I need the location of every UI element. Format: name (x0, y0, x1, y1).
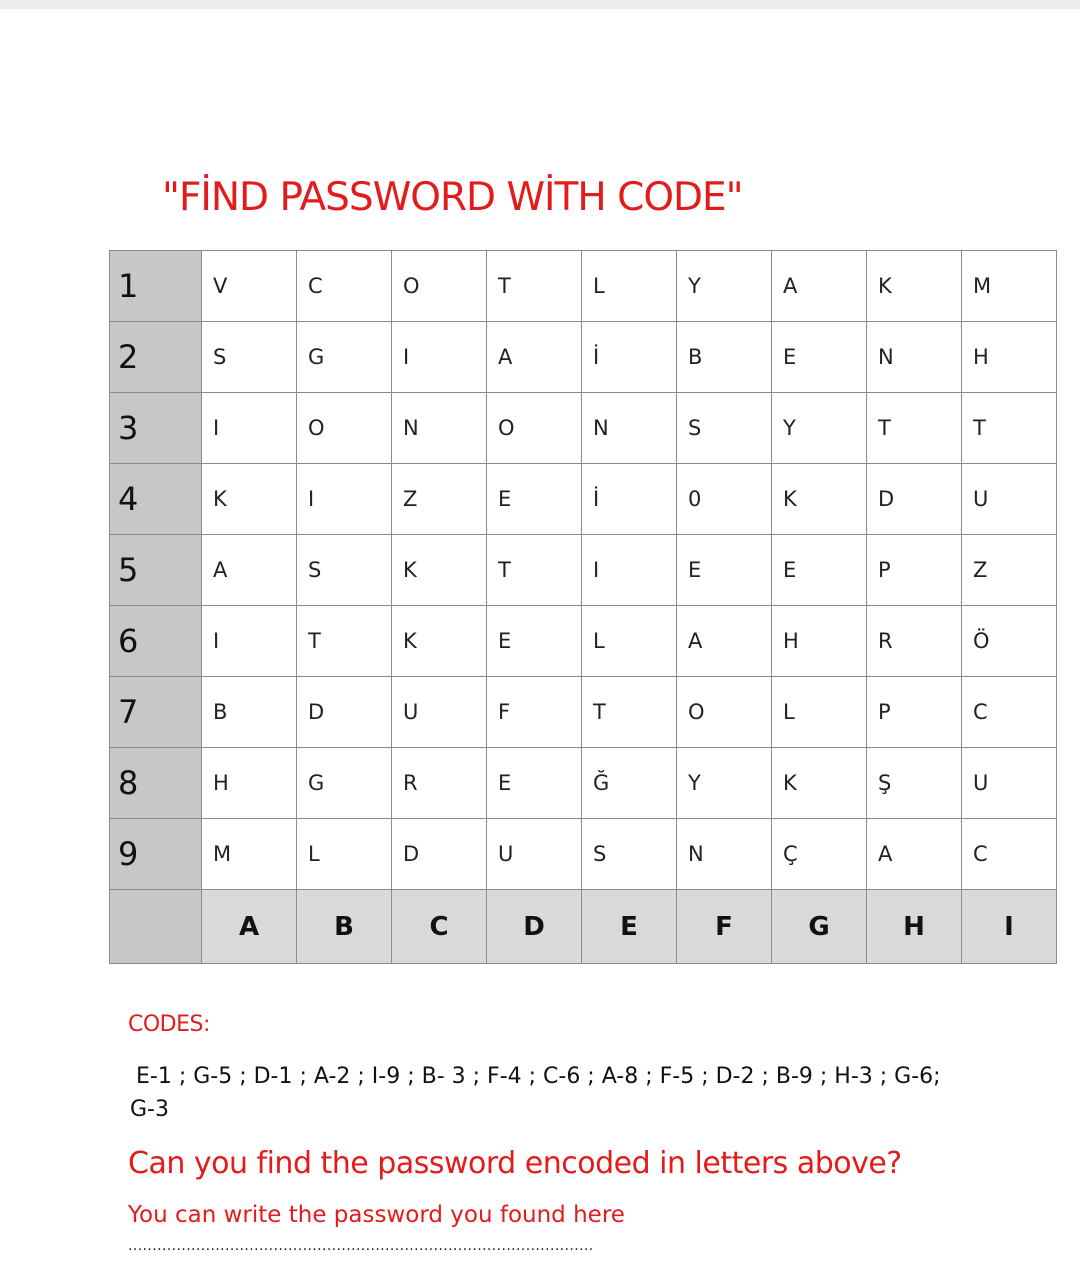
grid-cell: A (867, 819, 962, 890)
grid-cell: V (202, 251, 297, 322)
grid-cell: L (297, 819, 392, 890)
grid-cell: I (202, 393, 297, 464)
grid-cell: Z (392, 464, 487, 535)
grid-cell: E (487, 464, 582, 535)
row-label: 9 (110, 819, 202, 890)
grid-cell: S (297, 535, 392, 606)
grid-row (110, 251, 1057, 322)
grid-cell: K (772, 748, 867, 819)
column-label: B (297, 890, 392, 964)
grid-cell: İ (582, 322, 677, 393)
page-title: "FİND PASSWORD WİTH CODE" (162, 175, 743, 220)
grid-cell: R (392, 748, 487, 819)
grid-cell: A (772, 251, 867, 322)
answer-line[interactable]: ................................................................................................ (128, 1238, 594, 1254)
column-label: G (772, 890, 867, 964)
grid-cell: T (297, 606, 392, 677)
column-label: A (202, 890, 297, 964)
grid-cell: K (772, 464, 867, 535)
grid-row (110, 393, 1057, 464)
grid-cell: T (867, 393, 962, 464)
grid-cell: R (867, 606, 962, 677)
grid-cell: U (962, 748, 1057, 819)
grid-cell: I (392, 322, 487, 393)
grid-cell: S (582, 819, 677, 890)
grid-cell: F (487, 677, 582, 748)
grid-cell: H (202, 748, 297, 819)
grid-cell: K (392, 606, 487, 677)
row-label: 4 (110, 464, 202, 535)
grid-cell: B (677, 322, 772, 393)
question-text: Can you find the password encoded in letters above? (128, 1146, 902, 1181)
grid-cell: E (772, 322, 867, 393)
row-label: 8 (110, 748, 202, 819)
grid-cell: C (297, 251, 392, 322)
grid-cell: N (582, 393, 677, 464)
grid-cell: U (962, 464, 1057, 535)
grid-row (110, 748, 1057, 819)
grid-cell: Y (772, 393, 867, 464)
column-label: F (677, 890, 772, 964)
codes-label: CODES: (128, 1012, 210, 1037)
grid-cell: T (487, 535, 582, 606)
grid-cell: M (962, 251, 1057, 322)
grid-cell: E (677, 535, 772, 606)
grid-cell: Ö (962, 606, 1057, 677)
row-label: 2 (110, 322, 202, 393)
column-header-row (110, 890, 1057, 964)
grid-row (110, 535, 1057, 606)
grid-cell: O (392, 251, 487, 322)
column-label: C (392, 890, 487, 964)
grid-cell: T (962, 393, 1057, 464)
grid-cell: A (202, 535, 297, 606)
codes-text: E-1 ; G-5 ; D-1 ; A-2 ; I-9 ; B- 3 ; F-4 ; C-6 ; A-8 ; F-5 ; D-2 ; B-9 ; H-3 ; G-6; G-3 (130, 1064, 941, 1122)
grid-cell: A (487, 322, 582, 393)
hint-text: You can write the password you found here (128, 1202, 625, 1228)
grid-row (110, 322, 1057, 393)
grid-cell: Ş (867, 748, 962, 819)
grid-cell: T (487, 251, 582, 322)
grid-cell: S (677, 393, 772, 464)
grid-cell: N (677, 819, 772, 890)
row-label: 7 (110, 677, 202, 748)
column-label: H (867, 890, 962, 964)
grid-cell: I (202, 606, 297, 677)
row-label: 1 (110, 251, 202, 322)
grid-cell: K (202, 464, 297, 535)
grid-cell: Z (962, 535, 1057, 606)
grid-cell: D (867, 464, 962, 535)
grid-cell: E (487, 606, 582, 677)
grid-cell: N (392, 393, 487, 464)
grid-cell: N (867, 322, 962, 393)
grid-cell: Ğ (582, 748, 677, 819)
grid-cell: İ (582, 464, 677, 535)
grid-cell: H (962, 322, 1057, 393)
grid-cell: 0 (677, 464, 772, 535)
grid-row (110, 606, 1057, 677)
grid-cell: L (582, 251, 677, 322)
grid-cell: Ç (772, 819, 867, 890)
grid-cell: O (297, 393, 392, 464)
corner-cell (110, 890, 202, 964)
grid-cell: Y (677, 251, 772, 322)
grid-cell: G (297, 748, 392, 819)
grid-cell: E (487, 748, 582, 819)
grid-cell: P (867, 535, 962, 606)
grid-cell: C (962, 677, 1057, 748)
grid-cell: A (677, 606, 772, 677)
row-label: 5 (110, 535, 202, 606)
grid-cell: L (582, 606, 677, 677)
grid-cell: C (962, 819, 1057, 890)
grid-row (110, 677, 1057, 748)
grid-cell: O (677, 677, 772, 748)
grid-cell: S (202, 322, 297, 393)
grid-cell: T (582, 677, 677, 748)
grid-cell: B (202, 677, 297, 748)
grid-cell: M (202, 819, 297, 890)
grid-cell: P (867, 677, 962, 748)
column-label: D (487, 890, 582, 964)
grid-row (110, 819, 1057, 890)
grid-cell: E (772, 535, 867, 606)
grid-cell: G (297, 322, 392, 393)
grid-cell: D (297, 677, 392, 748)
row-label: 3 (110, 393, 202, 464)
row-label: 6 (110, 606, 202, 677)
grid-cell: U (487, 819, 582, 890)
grid-cell: I (297, 464, 392, 535)
grid-cell: D (392, 819, 487, 890)
grid-cell: I (582, 535, 677, 606)
grid-cell: L (772, 677, 867, 748)
grid-cell: U (392, 677, 487, 748)
code-grid (109, 250, 1057, 964)
top-strip (0, 0, 1080, 9)
grid-cell: K (867, 251, 962, 322)
grid-cell: K (392, 535, 487, 606)
column-label: E (582, 890, 677, 964)
grid-row (110, 464, 1057, 535)
column-label: I (962, 890, 1057, 964)
grid-cell: Y (677, 748, 772, 819)
grid-cell: H (772, 606, 867, 677)
grid-cell: O (487, 393, 582, 464)
